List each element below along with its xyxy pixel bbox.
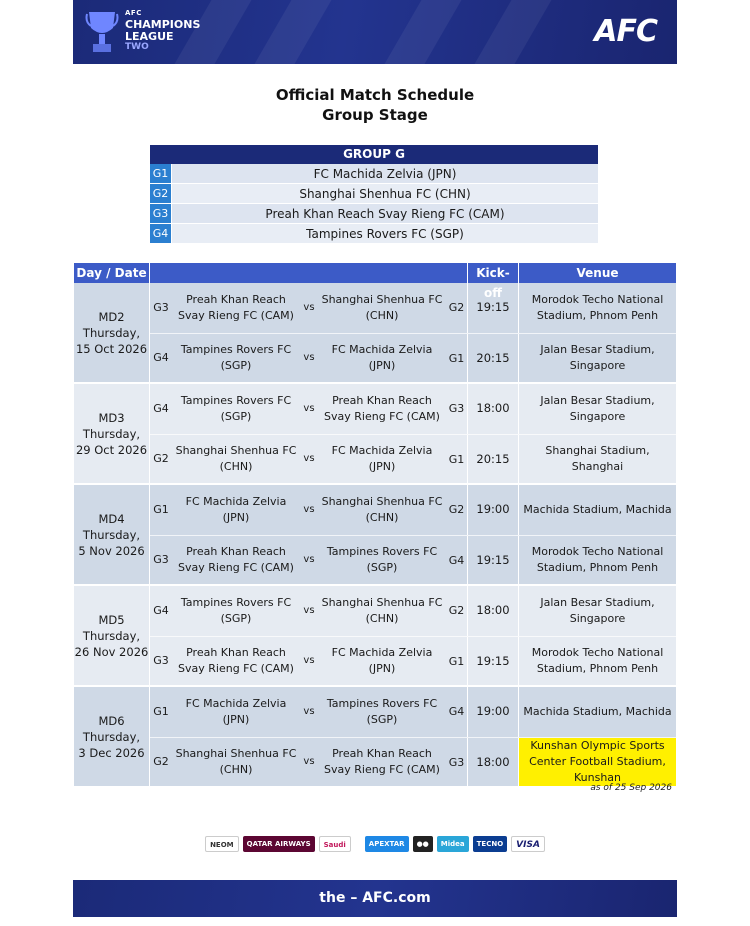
matchday-date: 5 Nov 2026 bbox=[78, 543, 145, 558]
group-row bbox=[150, 204, 598, 224]
header-venue: Venue bbox=[576, 266, 619, 280]
home-code: G4 bbox=[153, 604, 169, 618]
team-name: Shanghai Shenhua FC (CHN) bbox=[299, 187, 471, 201]
home-team: Tampines Rovers FC (SGP) bbox=[180, 595, 292, 625]
schedule-table bbox=[74, 263, 676, 788]
venue: Jalan Besar Stadium, Singapore bbox=[540, 595, 655, 625]
home-team: FC Machida Zelvia (JPN) bbox=[185, 696, 287, 726]
away-code: G2 bbox=[446, 485, 468, 535]
away-team: Shanghai Shenhua FC (CHN) bbox=[321, 292, 443, 322]
matchday-date: 3 Dec 2026 bbox=[78, 745, 145, 760]
vs-label: vs bbox=[303, 453, 315, 465]
away-code: G3 bbox=[446, 738, 468, 787]
away-code: G4 bbox=[446, 536, 468, 585]
sponsor-gap bbox=[355, 836, 361, 852]
matchday-block bbox=[74, 586, 676, 687]
kickoff-time: 18:00 bbox=[468, 738, 519, 787]
kickoff-time: 19:00 bbox=[468, 485, 519, 535]
home-team: Tampines Rovers FC (SGP) bbox=[180, 342, 292, 372]
page-title: Official Match Schedule bbox=[275, 86, 475, 104]
kickoff-time: 20:15 bbox=[468, 435, 519, 484]
team-code: G4 bbox=[150, 224, 172, 243]
venue: Morodok Techo National Stadium, Phnom Penh bbox=[531, 645, 664, 675]
venue: Machida Stadium, Machida bbox=[523, 502, 672, 516]
matchday-date-cell bbox=[74, 485, 150, 584]
venue: Morodok Techo National Stadium, Phnom Penh bbox=[531, 544, 664, 574]
matchday-label: MD4 bbox=[98, 511, 125, 526]
home-code: G4 bbox=[153, 351, 169, 365]
vs-label: vs bbox=[303, 302, 315, 314]
home-code: G3 bbox=[153, 301, 169, 315]
acl-line-4: TWO bbox=[125, 42, 149, 52]
trophy-icon bbox=[85, 8, 119, 58]
kickoff-time: 18:00 bbox=[468, 384, 519, 434]
venue: Machida Stadium, Machida bbox=[523, 704, 672, 718]
matchday-date: 29 Oct 2026 bbox=[75, 442, 148, 457]
sponsor-logo: Saudi bbox=[319, 836, 351, 852]
acl-two-logo bbox=[125, 10, 200, 52]
header-kickoff: Kick-off bbox=[468, 263, 519, 283]
kickoff-time: 18:00 bbox=[468, 586, 519, 636]
vs-label: vs bbox=[303, 756, 315, 768]
sponsor-logo: NEOM bbox=[205, 836, 239, 852]
matchday-block bbox=[74, 687, 676, 788]
home-team: Preah Khan Reach Svay Rieng FC (CAM) bbox=[178, 544, 294, 574]
home-team: Shanghai Shenhua FC (CHN) bbox=[175, 443, 297, 473]
matchday-block bbox=[74, 384, 676, 485]
home-code: G2 bbox=[153, 452, 169, 466]
vs-label: vs bbox=[303, 605, 315, 617]
home-team: Shanghai Shenhua FC (CHN) bbox=[175, 746, 297, 776]
matchday-date-cell bbox=[74, 283, 150, 382]
matchday-weekday: Thursday, bbox=[82, 325, 141, 340]
afc-logo: AFC bbox=[594, 14, 657, 49]
match-row bbox=[150, 384, 676, 434]
matchday-weekday: Thursday, bbox=[82, 628, 141, 643]
kickoff-time: 19:15 bbox=[468, 536, 519, 585]
schedule-header bbox=[74, 263, 676, 300]
away-team: Preah Khan Reach Svay Rieng FC (CAM) bbox=[324, 746, 440, 776]
venue: Kunshan Olympic Sports Center Football Stadium, Kunshan bbox=[519, 738, 676, 787]
team-code: G2 bbox=[150, 184, 172, 203]
match-row bbox=[150, 434, 676, 484]
away-code: G1 bbox=[446, 637, 468, 686]
away-team: Shanghai Shenhua FC (CHN) bbox=[321, 595, 443, 625]
away-code: G2 bbox=[446, 283, 468, 333]
match-row bbox=[150, 283, 676, 333]
group-table bbox=[150, 145, 598, 244]
header-match bbox=[150, 263, 468, 283]
team-name: Preah Khan Reach Svay Rieng FC (CAM) bbox=[265, 207, 505, 221]
away-team: Tampines Rovers FC (SGP) bbox=[326, 544, 438, 574]
match-row bbox=[150, 586, 676, 636]
team-name: FC Machida Zelvia (JPN) bbox=[313, 167, 457, 181]
vs-label: vs bbox=[303, 655, 315, 667]
home-code: G4 bbox=[153, 402, 169, 416]
home-code: G1 bbox=[153, 503, 169, 517]
away-code: G3 bbox=[446, 384, 468, 434]
home-code: G3 bbox=[153, 654, 169, 668]
venue: Jalan Besar Stadium, Singapore bbox=[540, 342, 655, 372]
matchday-block bbox=[74, 283, 676, 384]
acl-line-2: CHAMPIONS bbox=[125, 18, 201, 31]
footer-banner bbox=[73, 880, 677, 917]
footer-url: the – AFC.com bbox=[319, 890, 431, 906]
match-row bbox=[150, 333, 676, 383]
away-code: G1 bbox=[446, 334, 468, 383]
team-code: G1 bbox=[150, 164, 172, 183]
match-row bbox=[150, 737, 676, 787]
vs-label: vs bbox=[303, 403, 315, 415]
away-team: Tampines Rovers FC (SGP) bbox=[326, 696, 438, 726]
matchday-label: MD6 bbox=[98, 713, 125, 728]
match-row bbox=[150, 687, 676, 737]
home-code: G2 bbox=[153, 755, 169, 769]
matchday-block bbox=[74, 485, 676, 586]
home-team: Preah Khan Reach Svay Rieng FC (CAM) bbox=[178, 292, 294, 322]
match-row bbox=[150, 535, 676, 585]
venue: Shanghai Stadium, Shanghai bbox=[545, 443, 650, 473]
matchday-label: MD2 bbox=[98, 309, 125, 324]
sponsor-logo: Midea bbox=[437, 836, 469, 852]
home-code: G3 bbox=[153, 553, 169, 567]
match-row bbox=[150, 636, 676, 686]
sponsor-logo: QATAR AIRWAYS bbox=[243, 836, 315, 852]
sponsor-strip bbox=[0, 836, 750, 852]
kickoff-time: 19:15 bbox=[468, 637, 519, 686]
away-team: FC Machida Zelvia (JPN) bbox=[331, 443, 433, 473]
sponsor-logo: TECNO bbox=[473, 836, 508, 852]
sponsor-logo: APEXTAR bbox=[365, 836, 409, 852]
home-team: FC Machida Zelvia (JPN) bbox=[185, 494, 287, 524]
away-code: G4 bbox=[446, 687, 468, 737]
group-name: GROUP G bbox=[150, 145, 598, 164]
page-subtitle: Group Stage bbox=[322, 106, 428, 124]
matchday-date: 15 Oct 2026 bbox=[75, 341, 148, 356]
kickoff-time: 20:15 bbox=[468, 334, 519, 383]
group-row bbox=[150, 224, 598, 244]
matchday-label: MD3 bbox=[98, 410, 125, 425]
kickoff-time: 19:00 bbox=[468, 687, 519, 737]
group-row bbox=[150, 164, 598, 184]
home-team: Preah Khan Reach Svay Rieng FC (CAM) bbox=[178, 645, 294, 675]
vs-label: vs bbox=[303, 706, 315, 718]
sponsor-logo: ●● bbox=[413, 836, 433, 852]
venue: Morodok Techo National Stadium, Phnom Penh bbox=[531, 292, 664, 322]
away-code: G2 bbox=[446, 586, 468, 636]
matchday-date-cell bbox=[74, 687, 150, 786]
team-code: G3 bbox=[150, 204, 172, 223]
vs-label: vs bbox=[303, 504, 315, 516]
matchday-weekday: Thursday, bbox=[82, 729, 141, 744]
group-row bbox=[150, 184, 598, 204]
acl-line-1: AFC bbox=[125, 9, 142, 17]
sponsor-logo: VISA bbox=[511, 836, 545, 852]
away-team: Shanghai Shenhua FC (CHN) bbox=[321, 494, 443, 524]
away-team: FC Machida Zelvia (JPN) bbox=[331, 342, 433, 372]
vs-label: vs bbox=[303, 352, 315, 364]
matchday-date-cell bbox=[74, 384, 150, 483]
matchday-label: MD5 bbox=[98, 612, 125, 627]
vs-label: vs bbox=[303, 554, 315, 566]
acl-line-3: LEAGUE bbox=[125, 30, 174, 43]
away-team: Preah Khan Reach Svay Rieng FC (CAM) bbox=[324, 393, 440, 423]
matchday-weekday: Thursday, bbox=[82, 426, 141, 441]
away-team: FC Machida Zelvia (JPN) bbox=[331, 645, 433, 675]
home-team: Tampines Rovers FC (SGP) bbox=[180, 393, 292, 423]
header-banner bbox=[73, 0, 677, 64]
matchday-weekday: Thursday, bbox=[82, 527, 141, 542]
match-row bbox=[150, 485, 676, 535]
team-name: Tampines Rovers FC (SGP) bbox=[306, 227, 464, 241]
as-of-date: as of 25 Sep 2026 bbox=[590, 783, 672, 793]
away-code: G1 bbox=[446, 435, 468, 484]
matchday-date-cell bbox=[74, 586, 150, 685]
header-day-date: Day / Date bbox=[74, 263, 150, 283]
kickoff-time: 19:15 bbox=[468, 283, 519, 333]
home-code: G1 bbox=[153, 705, 169, 719]
venue: Jalan Besar Stadium, Singapore bbox=[540, 393, 655, 423]
matchday-date: 26 Nov 2026 bbox=[74, 644, 149, 659]
